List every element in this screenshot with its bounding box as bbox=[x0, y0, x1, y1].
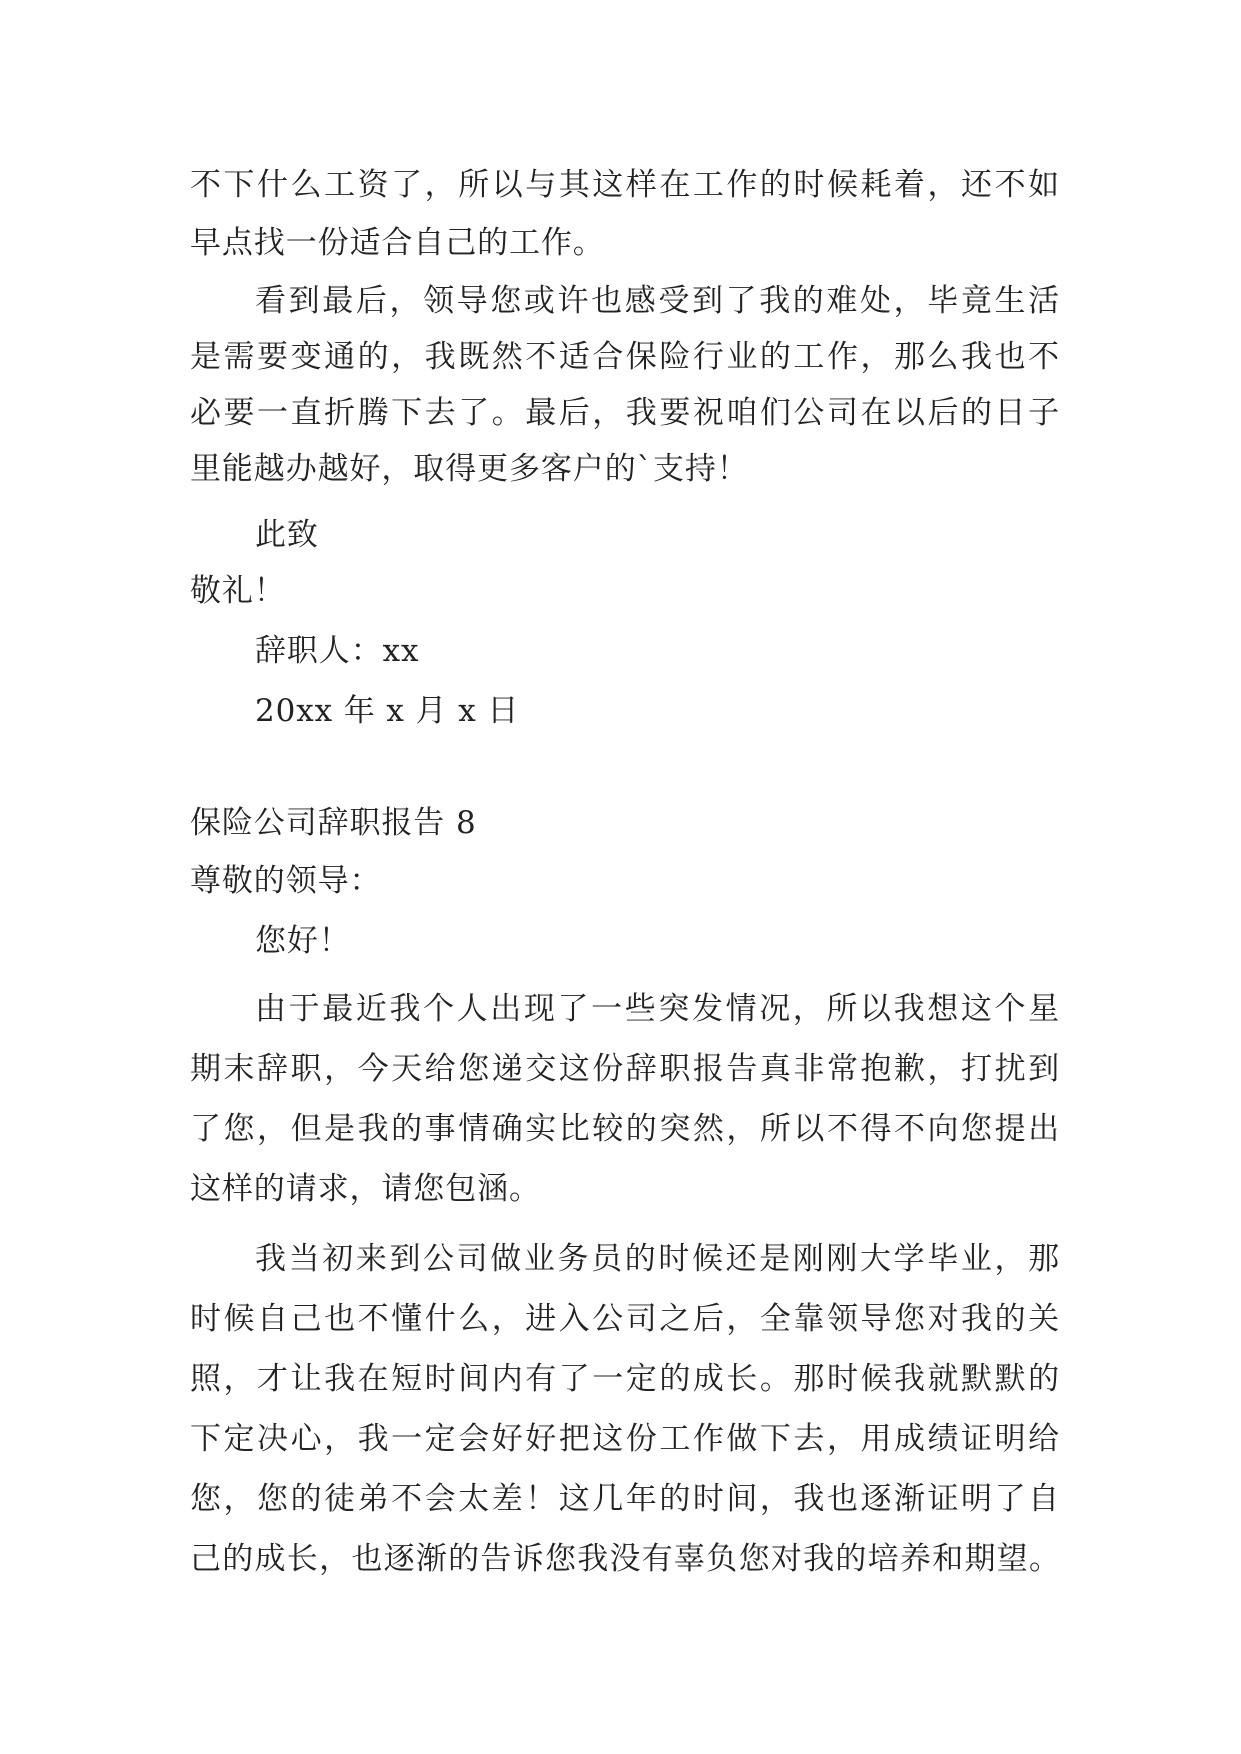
date-line: 20xx 年 x 月 x 日 bbox=[255, 693, 520, 729]
para1-line-1: 不下什么工资了，所以与其这样在工作的时候耗着，还不如 bbox=[190, 167, 1060, 203]
para3-line-4: 这样的请求，请您包涵。 bbox=[190, 1171, 541, 1207]
greeting: 您好！ bbox=[255, 923, 351, 959]
para3-line-2: 期末辞职，今天给您递交这份辞职报告真非常抱歉，打扰到 bbox=[190, 1051, 1060, 1087]
closing-jing-li: 敬礼！ bbox=[190, 573, 286, 609]
para4-line-6: 己的成长，也逐渐的告诉您我没有辜负您对我的培养和期望。 bbox=[190, 1541, 1060, 1577]
para4-line-1: 我当初来到公司做业务员的时候还是刚刚大学毕业，那 bbox=[255, 1241, 1060, 1277]
section-title: 保险公司辞职报告 8 bbox=[190, 805, 477, 841]
para1-line-2: 早点找一份适合自己的工作。 bbox=[190, 225, 605, 261]
para2-line-2: 是需要变通的，我既然不适合保险行业的工作，那么我也不 bbox=[190, 339, 1060, 375]
para3-line-3: 了您，但是我的事情确实比较的突然，所以不得不向您提出 bbox=[190, 1111, 1060, 1147]
para4-line-2: 时候自己也不懂什么，进入公司之后，全靠领导您对我的关 bbox=[190, 1301, 1060, 1337]
para2-line-4: 里能越办越好，取得更多客户的`支持！ bbox=[190, 451, 749, 487]
para4-line-4: 下定决心，我一定会好好把这份工作做下去，用成绩证明给 bbox=[190, 1421, 1060, 1457]
para3-line-1: 由于最近我个人出现了一些突发情况，所以我想这个星 bbox=[255, 991, 1060, 1027]
para2-line-3: 必要一直折腾下去了。最后，我要祝咱们公司在以后的日子 bbox=[190, 395, 1060, 431]
para4-line-5: 您，您的徒弟不会太差！这几年的时间，我也逐渐证明了自 bbox=[190, 1481, 1060, 1517]
signer-line: 辞职人：xx bbox=[255, 633, 420, 669]
closing-ci-zhi: 此致 bbox=[255, 517, 319, 553]
para2-line-1: 看到最后，领导您或许也感受到了我的难处，毕竟生活 bbox=[255, 283, 1060, 319]
salutation: 尊敬的领导： bbox=[190, 863, 382, 899]
para4-line-3: 照，才让我在短时间内有了一定的成长。那时候我就默默的 bbox=[190, 1361, 1060, 1397]
